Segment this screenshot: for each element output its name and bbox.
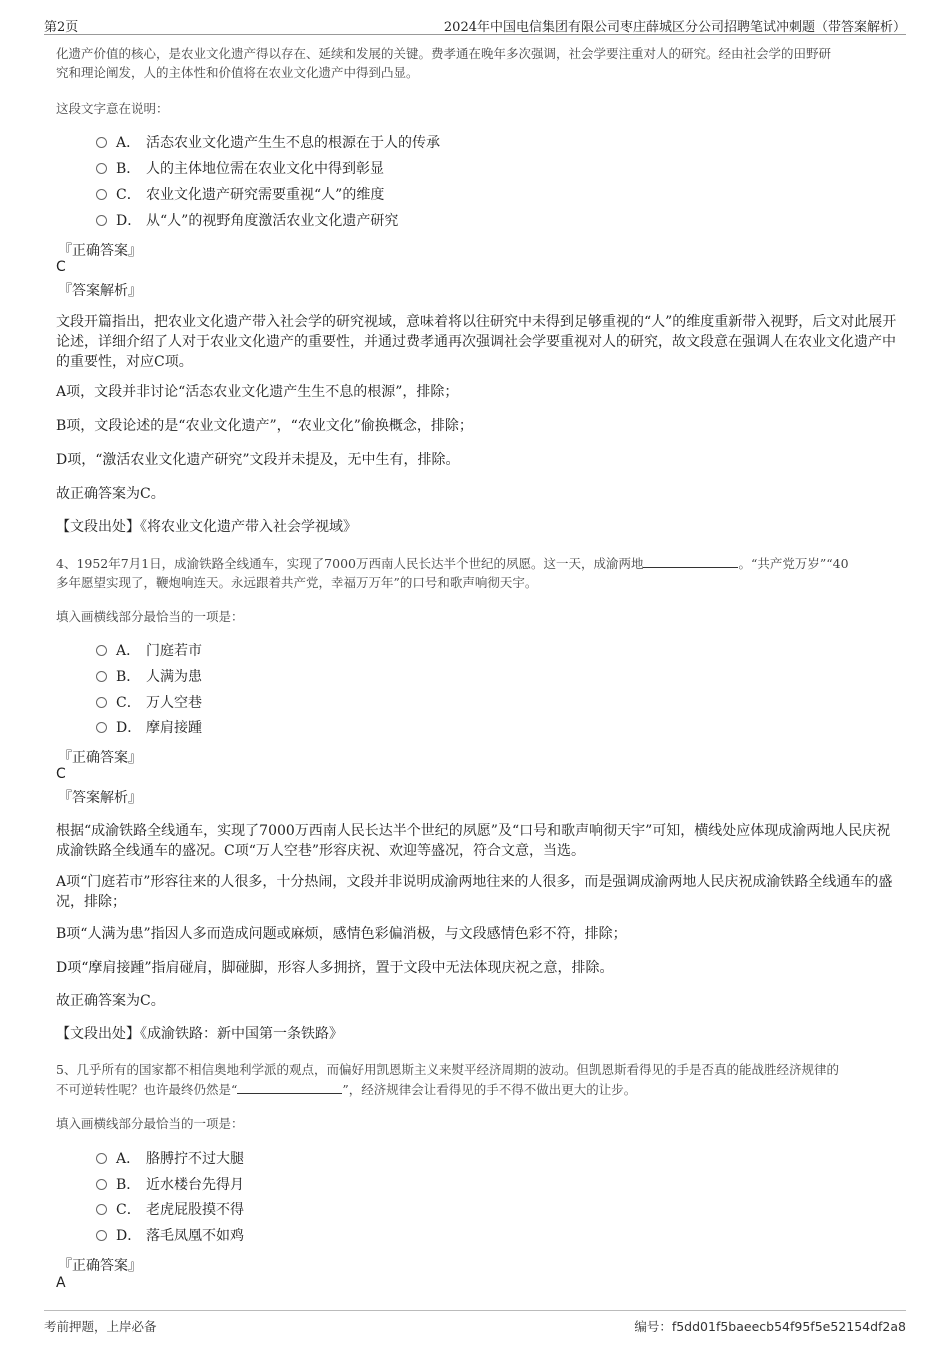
blank-line	[237, 1079, 342, 1094]
intro-paragraph	[56, 44, 900, 82]
analysis-paragraph: A项，文段并非讨论“活态农业文化遗产生生不息的根源”，排除；	[56, 384, 459, 400]
question-stem: 4、1952年7月1日，成渝铁路全线通车，实现了7000万西南人民长达半个世纪的夙愿。这一天，成渝两地 。“共产党万岁”“40 多年愿望实现了，鞭炮响连天。永远跟着共产党，幸福万万年”的口号和歌声响彻天宇。	[56, 553, 900, 592]
radio-icon[interactable]	[96, 215, 107, 226]
radio-icon[interactable]	[96, 163, 107, 174]
page-number: 第2页	[44, 20, 79, 35]
option-d[interactable]: D． 从“人”的视野角度激活农业文化遗产研究	[96, 210, 398, 232]
option-a[interactable]: A． 活态农业文化遗产生生不息的根源在于人的传承	[96, 132, 440, 154]
radio-icon[interactable]	[96, 1153, 107, 1164]
analysis-paragraph: 根据“成渝铁路全线通车，实现了7000万西南人民长达半个世纪的夙愿”及“口号和歌声响彻天宇”可知，横线处应体现成渝两地人民庆祝成渝铁路全线通车的盛况。C项“万人空巷”形容庆祝、欢迎等盛况，符合文意，当选。	[56, 823, 891, 859]
analysis-paragraph: A项“门庭若市”形容往来的人很多，十分热闹，文段并非说明成渝两地往来的人很多，而是强调成渝两地人民庆祝成渝铁路全线通车的盛况，排除；	[56, 874, 893, 910]
answer-label: 『正确答案』	[58, 1258, 142, 1274]
answer-value: C	[56, 259, 66, 275]
question-prompt: 填入画横线部分最恰当的一项是：	[56, 609, 244, 624]
analysis-label: 『答案解析』	[58, 283, 142, 299]
page-footer	[44, 1310, 906, 1339]
radio-icon[interactable]	[96, 1204, 107, 1215]
analysis-paragraph: D项“摩肩接踵”指肩碰肩，脚碰脚，形容人多拥挤，置于文段中无法体现庆祝之意，排除。	[56, 960, 614, 976]
footer-slogan: 考前押题，上岸必备	[44, 1319, 157, 1334]
answer-value: C	[56, 766, 66, 782]
option-a[interactable]: A． 胳膊拧不过大腿	[96, 1148, 244, 1170]
radio-icon[interactable]	[96, 137, 107, 148]
option-b[interactable]: B． 人满为患	[96, 666, 202, 688]
analysis-paragraph: B项“人满为患”指因人多而造成问题或麻烦，感情色彩偏消极，与文段感情色彩不符，排除；	[56, 926, 627, 942]
option-b[interactable]: B． 人的主体地位需在农业文化中得到彰显	[96, 158, 384, 180]
radio-icon[interactable]	[96, 645, 107, 656]
answer-label: 『正确答案』	[58, 750, 142, 766]
question-prompt: 填入画横线部分最恰当的一项是：	[56, 1116, 244, 1131]
source-citation: 【文段出处】《成渝铁路：新中国第一条铁路》	[56, 1026, 343, 1042]
intro-line: 究和理论阐发，人的主体性和价值将在农业文化遗产中得到凸显。	[56, 65, 419, 80]
document-id: 编号：f5dd01f5baeecb54f95f5e52154df2a8	[634, 1319, 906, 1334]
option-c[interactable]: C． 农业文化遗产研究需要重视“人”的维度	[96, 184, 384, 206]
option-d[interactable]: D． 摩肩接踵	[96, 717, 202, 739]
answer-label: 『正确答案』	[58, 243, 142, 259]
page-header	[44, 14, 906, 35]
radio-icon[interactable]	[96, 1179, 107, 1190]
analysis-paragraph: D项，“激活农业文化遗产研究”文段并未提及，无中生有，排除。	[56, 452, 460, 468]
document-title: 2024年中国电信集团有限公司枣庄薛城区分公司招聘笔试冲刺题（带答案解析）	[443, 20, 906, 35]
radio-icon[interactable]	[96, 697, 107, 708]
radio-icon[interactable]	[96, 1230, 107, 1241]
analysis-conclusion: 故正确答案为C。	[56, 486, 165, 502]
analysis-paragraph: 文段开篇指出，把农业文化遗产带入社会学的研究视域，意味着将以往研究中未得到足够重视的“人”的维度重新带入视野，后文对此展开论述，详细介绍了人对于农业文化遗产的重要性，并通过费孝通再次强调社会学要重视对人的研究，故文段意在强调人在农业文化遗产中的重要性，对应C项。	[56, 314, 897, 370]
blank-line	[643, 553, 738, 568]
question-stem: 5、几乎所有的国家都不相信奥地利学派的观点，而偏好用凯恩斯主义来熨平经济周期的波动。但凯恩斯看得见的手是否真的能战胜经济规律的 不可逆转性呢？也许最终仍然是“ ”，经济规律会让看得见的手不得不做出更大的让步。	[56, 1062, 839, 1097]
option-b[interactable]: B． 近水楼台先得月	[96, 1174, 244, 1196]
radio-icon[interactable]	[96, 189, 107, 200]
analysis-paragraph: B项，文段论述的是“农业文化遗产”，“农业文化”偷换概念，排除；	[56, 418, 473, 434]
option-d[interactable]: D． 落毛凤凰不如鸡	[96, 1225, 244, 1247]
option-c[interactable]: C． 老虎屁股摸不得	[96, 1199, 244, 1221]
radio-icon[interactable]	[96, 722, 107, 733]
analysis-label: 『答案解析』	[58, 790, 142, 806]
analysis-conclusion: 故正确答案为C。	[56, 993, 165, 1009]
source-citation: 【文段出处】《将农业文化遗产带入社会学视域》	[56, 519, 357, 535]
option-a[interactable]: A． 门庭若市	[96, 640, 202, 662]
radio-icon[interactable]	[96, 671, 107, 682]
question-prompt: 这段文字意在说明：	[56, 101, 169, 116]
answer-value: A	[56, 1275, 66, 1291]
option-c[interactable]: C． 万人空巷	[96, 692, 202, 714]
intro-line: 化遗产价值的核心，是农业文化遗产得以存在、延续和发展的关键。费孝通在晚年多次强调，社会学要注重对人的研究。经由社会学的田野研	[56, 46, 832, 61]
